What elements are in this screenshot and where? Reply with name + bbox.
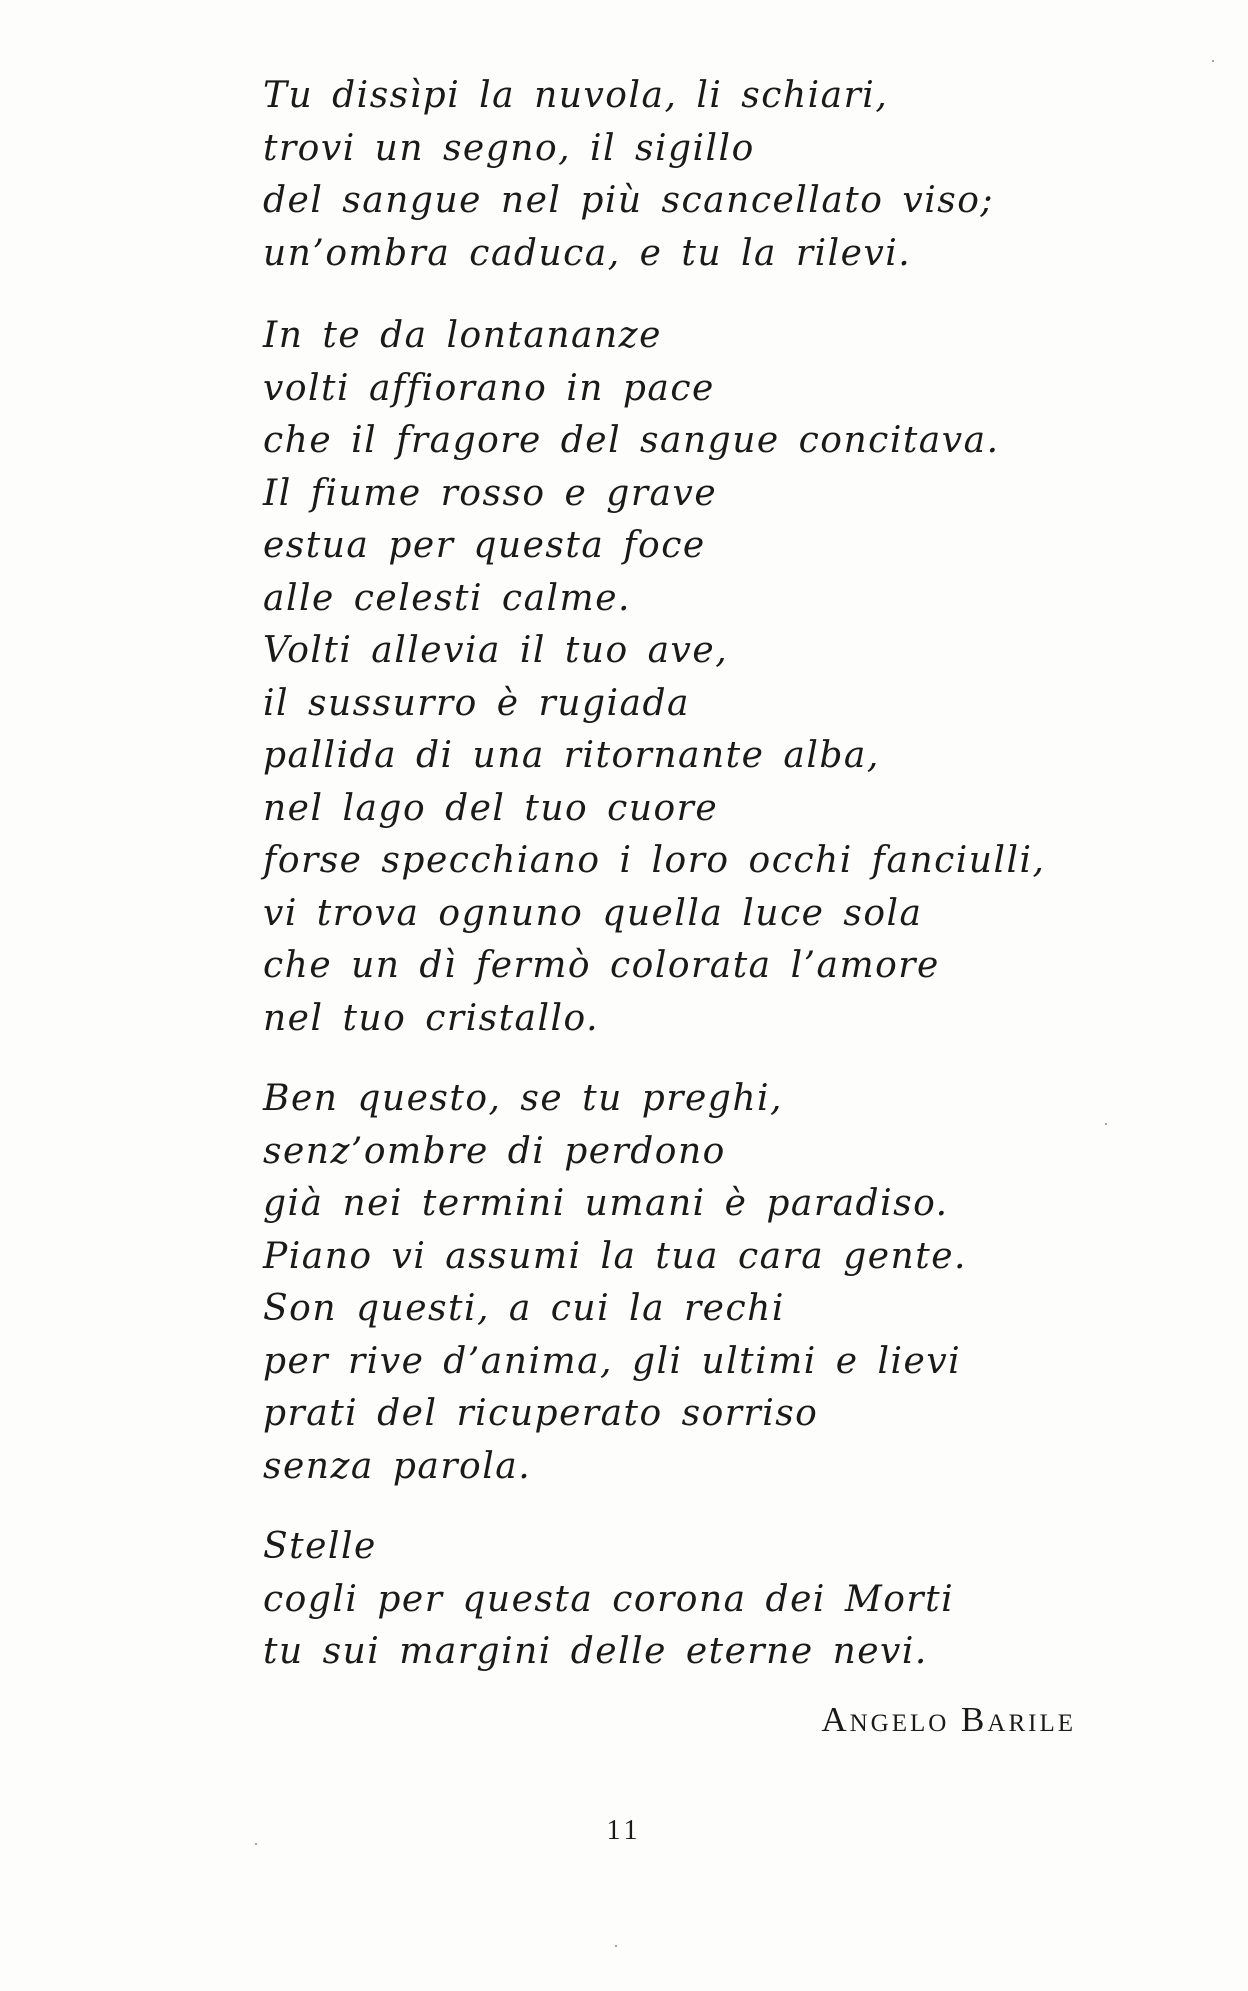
poem-line: estua per questa foce xyxy=(263,525,706,566)
poem-line: un’ombra caduca, e tu la rilevi. xyxy=(263,232,912,274)
poem-line: senz’ombre di perdono xyxy=(263,1130,726,1172)
poem-line: Volti allevia il tuo ave, xyxy=(263,630,729,671)
stanza-4 xyxy=(263,1521,1123,1679)
author-signature: Angelo Barile xyxy=(821,1700,1076,1739)
poem-line: che un dì fermò colorata l’amore xyxy=(263,945,940,986)
poem-line: Son questi, a cui la rechi xyxy=(263,1288,785,1329)
paper-speck xyxy=(1212,60,1214,62)
poem-line: per rive d’anima, gli ultimi e lievi xyxy=(263,1340,962,1382)
poem-line: Stelle xyxy=(263,1526,377,1567)
paper-speck xyxy=(615,1945,617,1947)
poem-line: volti affiorano in pace xyxy=(263,367,715,409)
poem-line: nel tuo cristallo. xyxy=(263,997,600,1039)
stanza-gap xyxy=(263,280,1123,310)
poem-line: In te da lontananze xyxy=(263,315,662,356)
poem-line: il sussurro è rugiada xyxy=(263,682,690,724)
poem xyxy=(263,70,1123,1679)
poem-line: trovi un segno, il sigillo xyxy=(263,127,755,169)
stanza-2 xyxy=(263,310,1123,1045)
poem-line: Il fiume rosso e grave xyxy=(263,472,718,514)
stanza-gap xyxy=(263,1045,1123,1073)
stanza-gap xyxy=(263,1493,1123,1521)
poem-line: nel lago del tuo cuore xyxy=(263,787,719,829)
poem-line: cogli per questa corona dei Morti xyxy=(263,1578,955,1620)
poem-line: che il fragore del sangue concitava. xyxy=(263,420,1000,461)
poem-line: alle celesti calme. xyxy=(263,577,631,619)
poem-line: Ben questo, se tu preghi, xyxy=(263,1078,783,1119)
poem-line: Tu dissìpi la nuvola, li schiari, xyxy=(263,75,889,116)
paper-speck xyxy=(1105,1123,1107,1125)
stanza-1 xyxy=(263,70,1123,280)
page-number: 11 xyxy=(606,1815,642,1846)
poem-line: vi trova ognuno quella luce sola xyxy=(263,892,923,934)
poem-line: tu sui margini delle eterne nevi. xyxy=(263,1631,928,1672)
poem-line: Piano vi assumi la tua cara gente. xyxy=(263,1235,967,1277)
poem-line: già nei termini umani è paradiso. xyxy=(263,1183,949,1224)
poem-line: senza parola. xyxy=(263,1445,532,1487)
poem-line: del sangue nel più scancellato viso; xyxy=(263,180,994,221)
stanza-3 xyxy=(263,1073,1123,1493)
poem-line: prati del ricuperato sorriso xyxy=(263,1393,819,1434)
poem-line: forse specchiano i loro occhi fanciulli, xyxy=(263,840,1046,881)
poem-line: pallida di una ritornante alba, xyxy=(263,735,880,776)
paper-speck xyxy=(255,1843,257,1845)
